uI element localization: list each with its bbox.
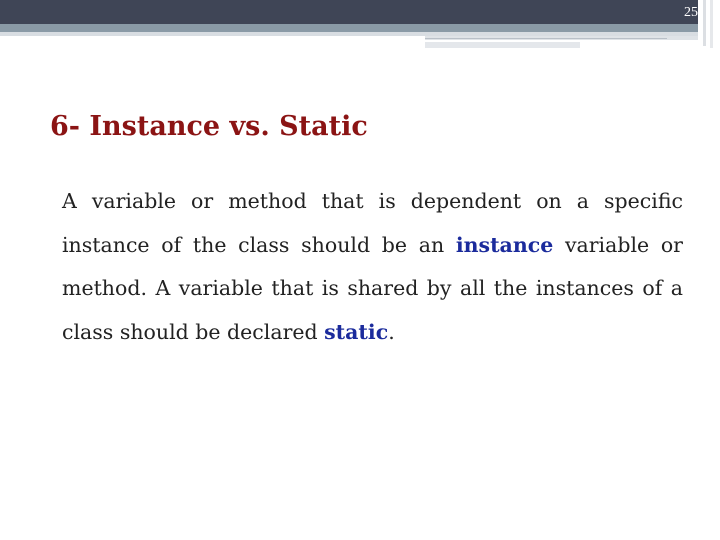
- body-text-part: A variable or method that is dependent on a specific instance of the class should be an: [62, 189, 683, 257]
- header-rule: [425, 38, 667, 39]
- keyword-static: static: [324, 319, 389, 344]
- header-divider: [710, 0, 713, 48]
- header-light-bar-short: [425, 42, 580, 48]
- keyword-instance: instance: [455, 232, 554, 257]
- slide-body: [62, 180, 683, 354]
- body-text-part: .: [388, 319, 395, 344]
- slide-title: 6- Instance vs. Static: [50, 111, 368, 142]
- body-text-part: variable or method. A variable that is shared by all the instances of a class should be declared: [62, 232, 683, 344]
- header-bar: [0, 0, 700, 24]
- header-divider: [698, 0, 700, 40]
- page-number: 25: [684, 5, 698, 20]
- header-accent-bar: [0, 24, 700, 32]
- header-divider: [703, 0, 706, 46]
